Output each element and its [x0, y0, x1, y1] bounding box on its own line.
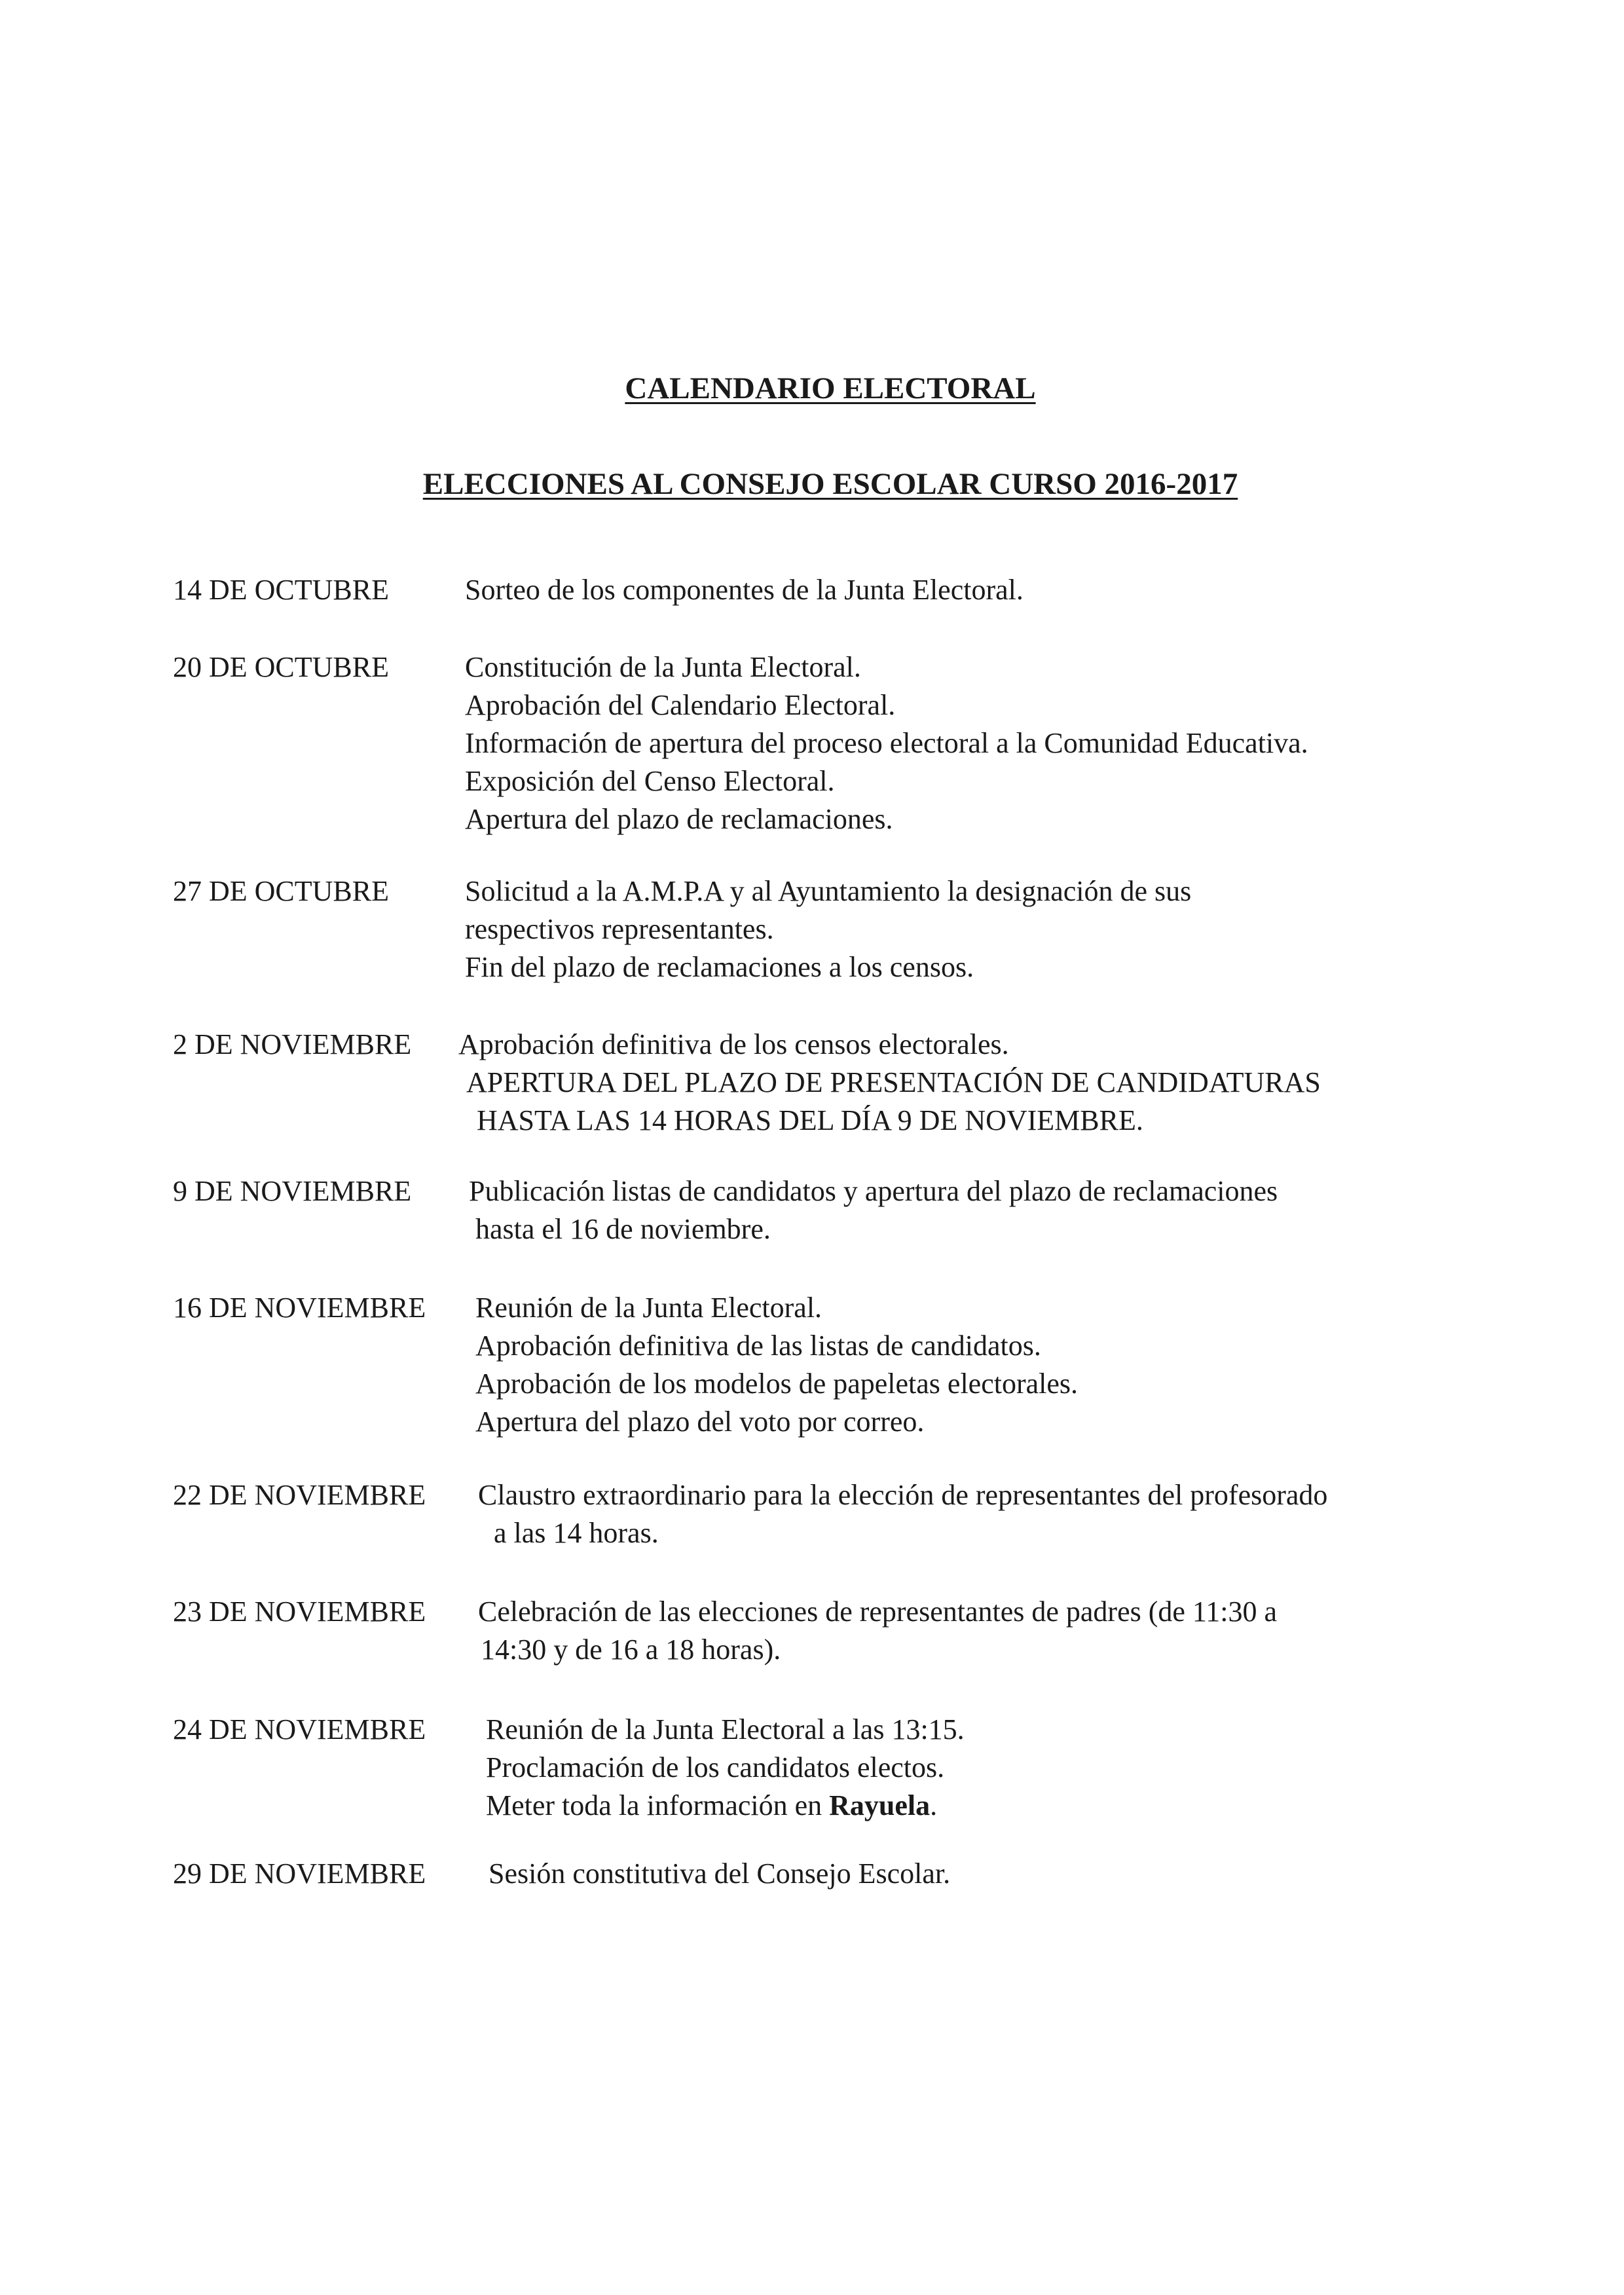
entry-line: Fin del plazo de reclamaciones a los censos. [465, 951, 974, 983]
entry-line-text: Meter toda la información en [486, 1789, 830, 1821]
system-name-rayuela: Rayuela [829, 1789, 931, 1821]
entry-description [475, 1289, 1078, 1441]
entry-description [465, 571, 1024, 609]
entry-date: 24 DE NOVIEMBRE [173, 1713, 426, 1745]
entry-date: 20 DE OCTUBRE [173, 651, 389, 683]
entry-date: 27 DE OCTUBRE [173, 875, 389, 907]
entry-line: Información de apertura del proceso electoral a la Comunidad Educativa. [465, 727, 1308, 759]
entry-line: APERTURA DEL PLAZO DE PRESENTACIÓN DE CANDIDATURAS [466, 1066, 1321, 1098]
entry-description [469, 1172, 1278, 1248]
entry-line: respectivos representantes. [465, 913, 774, 945]
entry-date: 14 DE OCTUBRE [173, 574, 389, 606]
entry-line: Apertura del plazo de reclamaciones. [465, 803, 893, 835]
entry-line: HASTA LAS 14 HORAS DEL DÍA 9 DE NOVIEMBRE. [477, 1104, 1143, 1136]
entry-line: Sorteo de los componentes de la Junta Electoral. [465, 574, 1024, 606]
entry-description [478, 1593, 1277, 1669]
entry-line: 14:30 y de 16 a 18 horas). [481, 1633, 781, 1666]
entry-line [486, 1787, 965, 1825]
entry-line-suffix: . [930, 1789, 938, 1821]
entry-line: Exposición del Censo Electoral. [465, 765, 835, 797]
entry-line: Proclamación de los candidatos electos. [486, 1751, 945, 1783]
entry-line: a las 14 horas. [494, 1517, 659, 1549]
entry-date: 2 DE NOVIEMBRE [173, 1028, 412, 1060]
entry-description [458, 1026, 1321, 1140]
entry-date: 22 DE NOVIEMBRE [173, 1479, 426, 1511]
entry-date: 23 DE NOVIEMBRE [173, 1595, 426, 1628]
entry-line: Solicitud a la A.M.P.A y al Ayuntamiento la designación de sus [465, 875, 1192, 907]
entry-date: 29 DE NOVIEMBRE [173, 1857, 426, 1890]
entry-line: Sesión constitutiva del Consejo Escolar. [489, 1857, 951, 1890]
entry-line: Aprobación del Calendario Electoral. [465, 689, 896, 721]
entry-description [465, 872, 1191, 986]
entry-line: Reunión de la Junta Electoral. [475, 1292, 822, 1324]
entry-line: Aprobación de los modelos de papeletas electorales. [475, 1368, 1079, 1400]
entry-date: 9 DE NOVIEMBRE [173, 1175, 412, 1207]
entry-line: Aprobación definitiva de las listas de candidatos. [475, 1330, 1041, 1362]
entry-date: 16 DE NOVIEMBRE [173, 1292, 426, 1324]
entry-line: Publicación listas de candidatos y apertura del plazo de reclamaciones [469, 1175, 1278, 1207]
entry-line: Aprobación definitiva de los censos electorales. [458, 1028, 1009, 1060]
entry-description [465, 648, 1308, 838]
document-subtitle: ELECCIONES AL CONSEJO ESCOLAR CURSO 2016-2017 [422, 467, 1238, 501]
entry-line: Celebración de las elecciones de representantes de padres (de 11:30 a [478, 1595, 1278, 1628]
entry-line: Apertura del plazo del voto por correo. [475, 1406, 925, 1438]
entry-description [478, 1476, 1327, 1552]
entry-line: hasta el 16 de noviembre. [475, 1213, 771, 1245]
document-title: CALENDARIO ELECTORAL [625, 371, 1036, 405]
entry-line: Claustro extraordinario para la elección de representantes del profesorado [478, 1479, 1328, 1511]
entry-description [486, 1711, 965, 1825]
entry-description [489, 1855, 950, 1893]
entry-line: Constitución de la Junta Electoral. [465, 651, 861, 683]
entry-line: Reunión de la Junta Electoral a las 13:15. [486, 1713, 965, 1745]
